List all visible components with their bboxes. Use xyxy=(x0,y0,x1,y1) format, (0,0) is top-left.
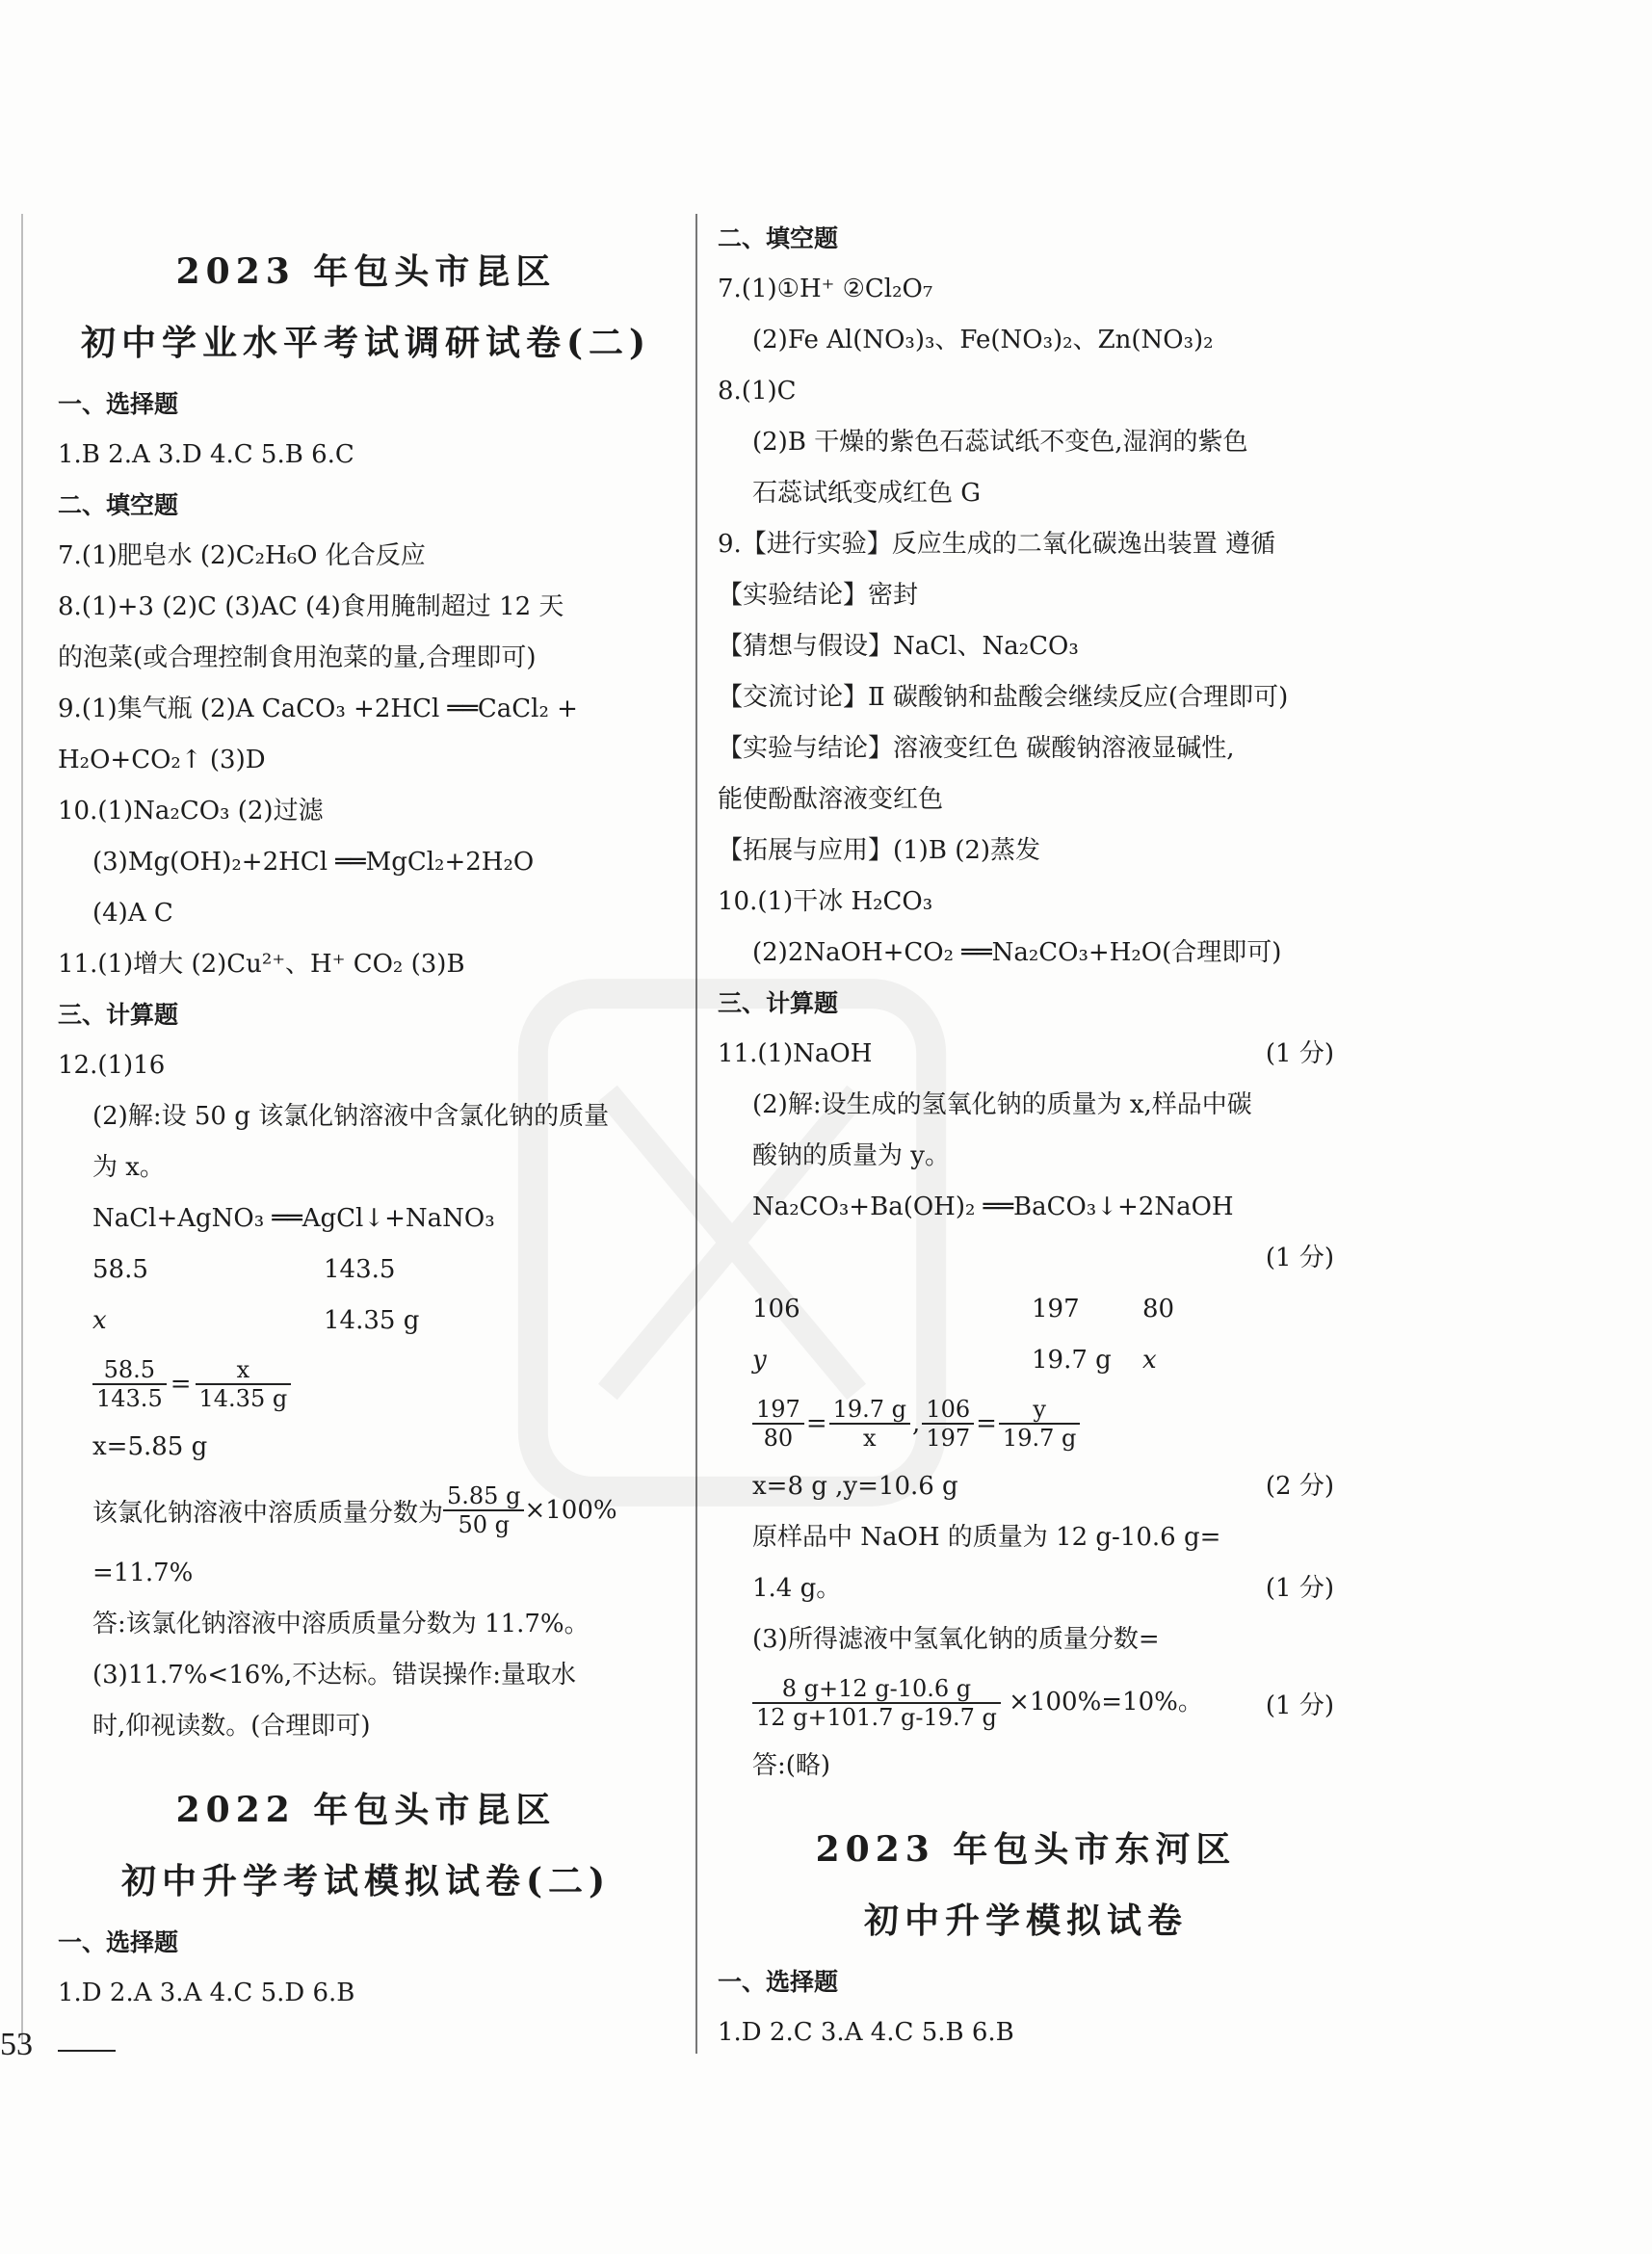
denominator: 14.35 g xyxy=(198,1385,288,1412)
score: (1 分) xyxy=(1265,1690,1334,1720)
numerator: 5.85 g xyxy=(443,1482,524,1511)
mass-value: 80 xyxy=(1142,1295,1175,1324)
answer-line: 9.【进行实验】反应生成的二氧化碳逸出装置 遵循 xyxy=(718,530,1276,559)
choice-answers: 1.B 2.A 3.D 4.C 5.B 6.C xyxy=(58,440,354,469)
score: (2 分) xyxy=(1265,1472,1334,1501)
result-line: =11.7% xyxy=(92,1559,194,1587)
percentage-line xyxy=(58,1473,674,1548)
choice-answers: 1.D 2.C 3.A 4.C 5.B 6.B xyxy=(718,2018,1014,2047)
right-column xyxy=(718,214,1334,2058)
fraction xyxy=(92,1356,167,1412)
answer-line xyxy=(718,1563,1334,1614)
answer-text: 1.4 g。 xyxy=(752,1574,842,1603)
mass-value: 19.7 g xyxy=(1032,1346,1112,1375)
fraction xyxy=(196,1356,292,1412)
exam-subtitle: 初中升学考试模拟试卷(二) xyxy=(120,1861,612,1901)
answer-line: 12.(1)16 xyxy=(58,1051,166,1080)
score: (1 分) xyxy=(1265,1574,1334,1603)
section-heading: 一、选择题 xyxy=(58,1928,179,1956)
answer-line xyxy=(718,1029,1334,1080)
mass-value: x xyxy=(92,1306,107,1335)
exam-title: 2022 年包头市昆区 xyxy=(175,1790,557,1830)
mass-value: 58.5 xyxy=(92,1255,148,1284)
section-heading: 一、选择题 xyxy=(718,1968,839,1996)
mass-value: y xyxy=(752,1346,767,1375)
answer-line: 10.(1)Na₂CO₃ (2)过滤 xyxy=(58,797,324,826)
answer-line: 【实验结论】密封 xyxy=(718,581,919,610)
mass-value: 143.5 xyxy=(324,1255,396,1284)
text: 该氯化钠溶液中溶质质量分数为 xyxy=(92,1498,444,1528)
result-line: x=5.85 g xyxy=(92,1432,208,1461)
answer-line: 8.(1)+3 (2)C (3)AC (4)食用腌制超过 12 天 xyxy=(58,592,564,621)
answer-line: (3)11.7%<16%,不达标。错误操作:量取水 xyxy=(92,1661,577,1690)
fraction xyxy=(752,1396,804,1452)
denominator: 50 g xyxy=(458,1511,510,1538)
section-heading: 二、填空题 xyxy=(58,491,179,519)
answer-line: 【交流讨论】Ⅱ 碳酸钠和盐酸会继续反应(合理即可) xyxy=(718,683,1289,712)
denominator: 143.5 xyxy=(96,1385,163,1412)
mass-value: 197 xyxy=(1032,1295,1080,1324)
exam-title: 2023 年包头市东河区 xyxy=(815,1829,1237,1870)
mass-row xyxy=(718,1284,1334,1335)
mass-value: x xyxy=(1142,1346,1157,1375)
numerator: 197 xyxy=(752,1396,804,1425)
denominator: 19.7 g xyxy=(1002,1425,1077,1452)
answer-line: 11.(1)增大 (2)Cu²⁺、H⁺ CO₂ (3)B xyxy=(58,950,465,979)
answer-line: 8.(1)C xyxy=(718,377,797,406)
fraction xyxy=(752,1675,1001,1731)
answer-line: (3)所得滤液中氢氧化钠的质量分数= xyxy=(752,1625,1160,1654)
fraction xyxy=(443,1482,524,1538)
fraction xyxy=(999,1396,1080,1452)
exam-title: 2023 年包头市昆区 xyxy=(175,251,557,292)
text: ×100%=10%。 xyxy=(1009,1688,1203,1717)
answer-line: 10.(1)干冰 H₂CO₃ xyxy=(718,887,933,916)
section-heading: 三、计算题 xyxy=(58,1001,179,1029)
text: ×100% xyxy=(524,1496,617,1525)
fraction xyxy=(922,1396,974,1452)
answer-line: 原样品中 NaOH 的质量为 12 g-10.6 g= xyxy=(752,1523,1221,1552)
numerator: 19.7 g xyxy=(829,1396,910,1425)
denominator: x xyxy=(863,1425,877,1452)
score: (1 分) xyxy=(1265,1244,1334,1272)
answer-line: (2)解:设生成的氢氧化钠的质量为 x,样品中碳 xyxy=(752,1090,1252,1119)
page-number: 53 xyxy=(0,2027,33,2062)
mass-row xyxy=(58,1296,674,1347)
answer-line: (3)Mg(OH)₂+2HCl ══MgCl₂+2H₂O xyxy=(92,848,535,877)
score: (1 分) xyxy=(1265,1039,1334,1068)
choice-answers: 1.D 2.A 3.A 4.C 5.D 6.B xyxy=(58,1979,355,2007)
answer-line: 9.(1)集气瓶 (2)A CaCO₃ +2HCl ══CaCl₂ + xyxy=(58,695,578,723)
mass-row xyxy=(718,1335,1334,1386)
answer-line: 【拓展与应用】(1)B (2)蒸发 xyxy=(718,836,1041,865)
answer-line: (4)A C xyxy=(92,899,173,928)
answer-line: H₂O+CO₂↑ (3)D xyxy=(58,746,266,774)
answer-line: 酸钠的质量为 y。 xyxy=(752,1141,950,1170)
answer-line: (2)B 干燥的紫色石蕊试纸不变色,湿润的紫色 xyxy=(752,428,1248,457)
numerator: x xyxy=(196,1356,292,1385)
numerator: 106 xyxy=(922,1396,974,1425)
page-binding-edge xyxy=(21,214,23,2044)
page-number-rule xyxy=(58,2050,116,2052)
numerator: y xyxy=(999,1396,1080,1425)
section-heading: 一、选择题 xyxy=(58,390,179,418)
denominator: 197 xyxy=(926,1425,971,1452)
proportion: $\frac{58.5}{143.5}$ = $\frac{x}{14.35 g}$ xyxy=(58,1347,674,1422)
exam-subtitle: 初中升学模拟试卷 xyxy=(863,1900,1188,1941)
answer-line: (2)解:设 50 g 该氯化钠溶液中含氯化钠的质量 xyxy=(92,1102,610,1131)
denominator: 80 xyxy=(763,1425,794,1452)
answer-line: 能使酚酞溶液变红色 xyxy=(718,785,944,814)
answer-line: 7.(1)①H⁺ ②Cl₂O₇ xyxy=(718,275,933,303)
answer-line: 石蕊试纸变成红色 G xyxy=(752,479,982,508)
section-heading: 二、填空题 xyxy=(718,224,839,252)
answer-text: 11.(1)NaOH xyxy=(718,1039,873,1068)
answer-line: 【猜想与假设】NaCl、Na₂CO₃ xyxy=(718,632,1079,661)
exam-subtitle: 初中学业水平考试调研试卷(二) xyxy=(80,323,652,363)
proportion: $\frac{197}{80}$ = $\frac{19.7 g}{x}$ , $\frac{106}{197}$ = $\frac{y}{19.7 g}$ xyxy=(718,1386,1334,1461)
answer-line: (2)Fe Al(NO₃)₃、Fe(NO₃)₂、Zn(NO₃)₂ xyxy=(752,326,1214,354)
mass-value: 14.35 g xyxy=(324,1306,420,1335)
percentage-line xyxy=(718,1665,1334,1741)
section-heading: 三、计算题 xyxy=(718,989,839,1017)
answer-line: 的泡菜(或合理控制食用泡菜的量,合理即可) xyxy=(58,643,537,672)
numerator: 58.5 xyxy=(92,1356,167,1385)
left-column xyxy=(58,214,674,2019)
answer-text: x=8 g ,y=10.6 g xyxy=(752,1472,958,1501)
chemical-equation: Na₂CO₃+Ba(OH)₂ ══BaCO₃↓+2NaOH xyxy=(752,1193,1234,1221)
result-line xyxy=(718,1461,1334,1512)
answer-line: 时,仰视读数。(合理即可) xyxy=(92,1712,371,1741)
answer-line: 答:该氯化钠溶液中溶质质量分数为 11.7%。 xyxy=(92,1610,590,1638)
chemical-equation: NaCl+AgNO₃ ══AgCl↓+NaNO₃ xyxy=(92,1204,495,1233)
numerator: 8 g+12 g-10.6 g xyxy=(752,1675,1001,1704)
answer-line: 答:(略) xyxy=(752,1751,831,1780)
mass-row xyxy=(58,1245,674,1296)
fraction xyxy=(829,1396,910,1452)
answer-line: (2)2NaOH+CO₂ ══Na₂CO₃+H₂O(合理即可) xyxy=(752,938,1282,967)
score-line xyxy=(718,1233,1334,1284)
mass-value: 106 xyxy=(752,1295,800,1324)
denominator: 12 g+101.7 g-19.7 g xyxy=(756,1704,997,1731)
answer-line: 7.(1)肥皂水 (2)C₂H₆O 化合反应 xyxy=(58,541,426,570)
answer-line: 为 x。 xyxy=(92,1153,165,1182)
answer-line: 【实验与结论】溶液变红色 碳酸钠溶液显碱性, xyxy=(718,734,1235,763)
